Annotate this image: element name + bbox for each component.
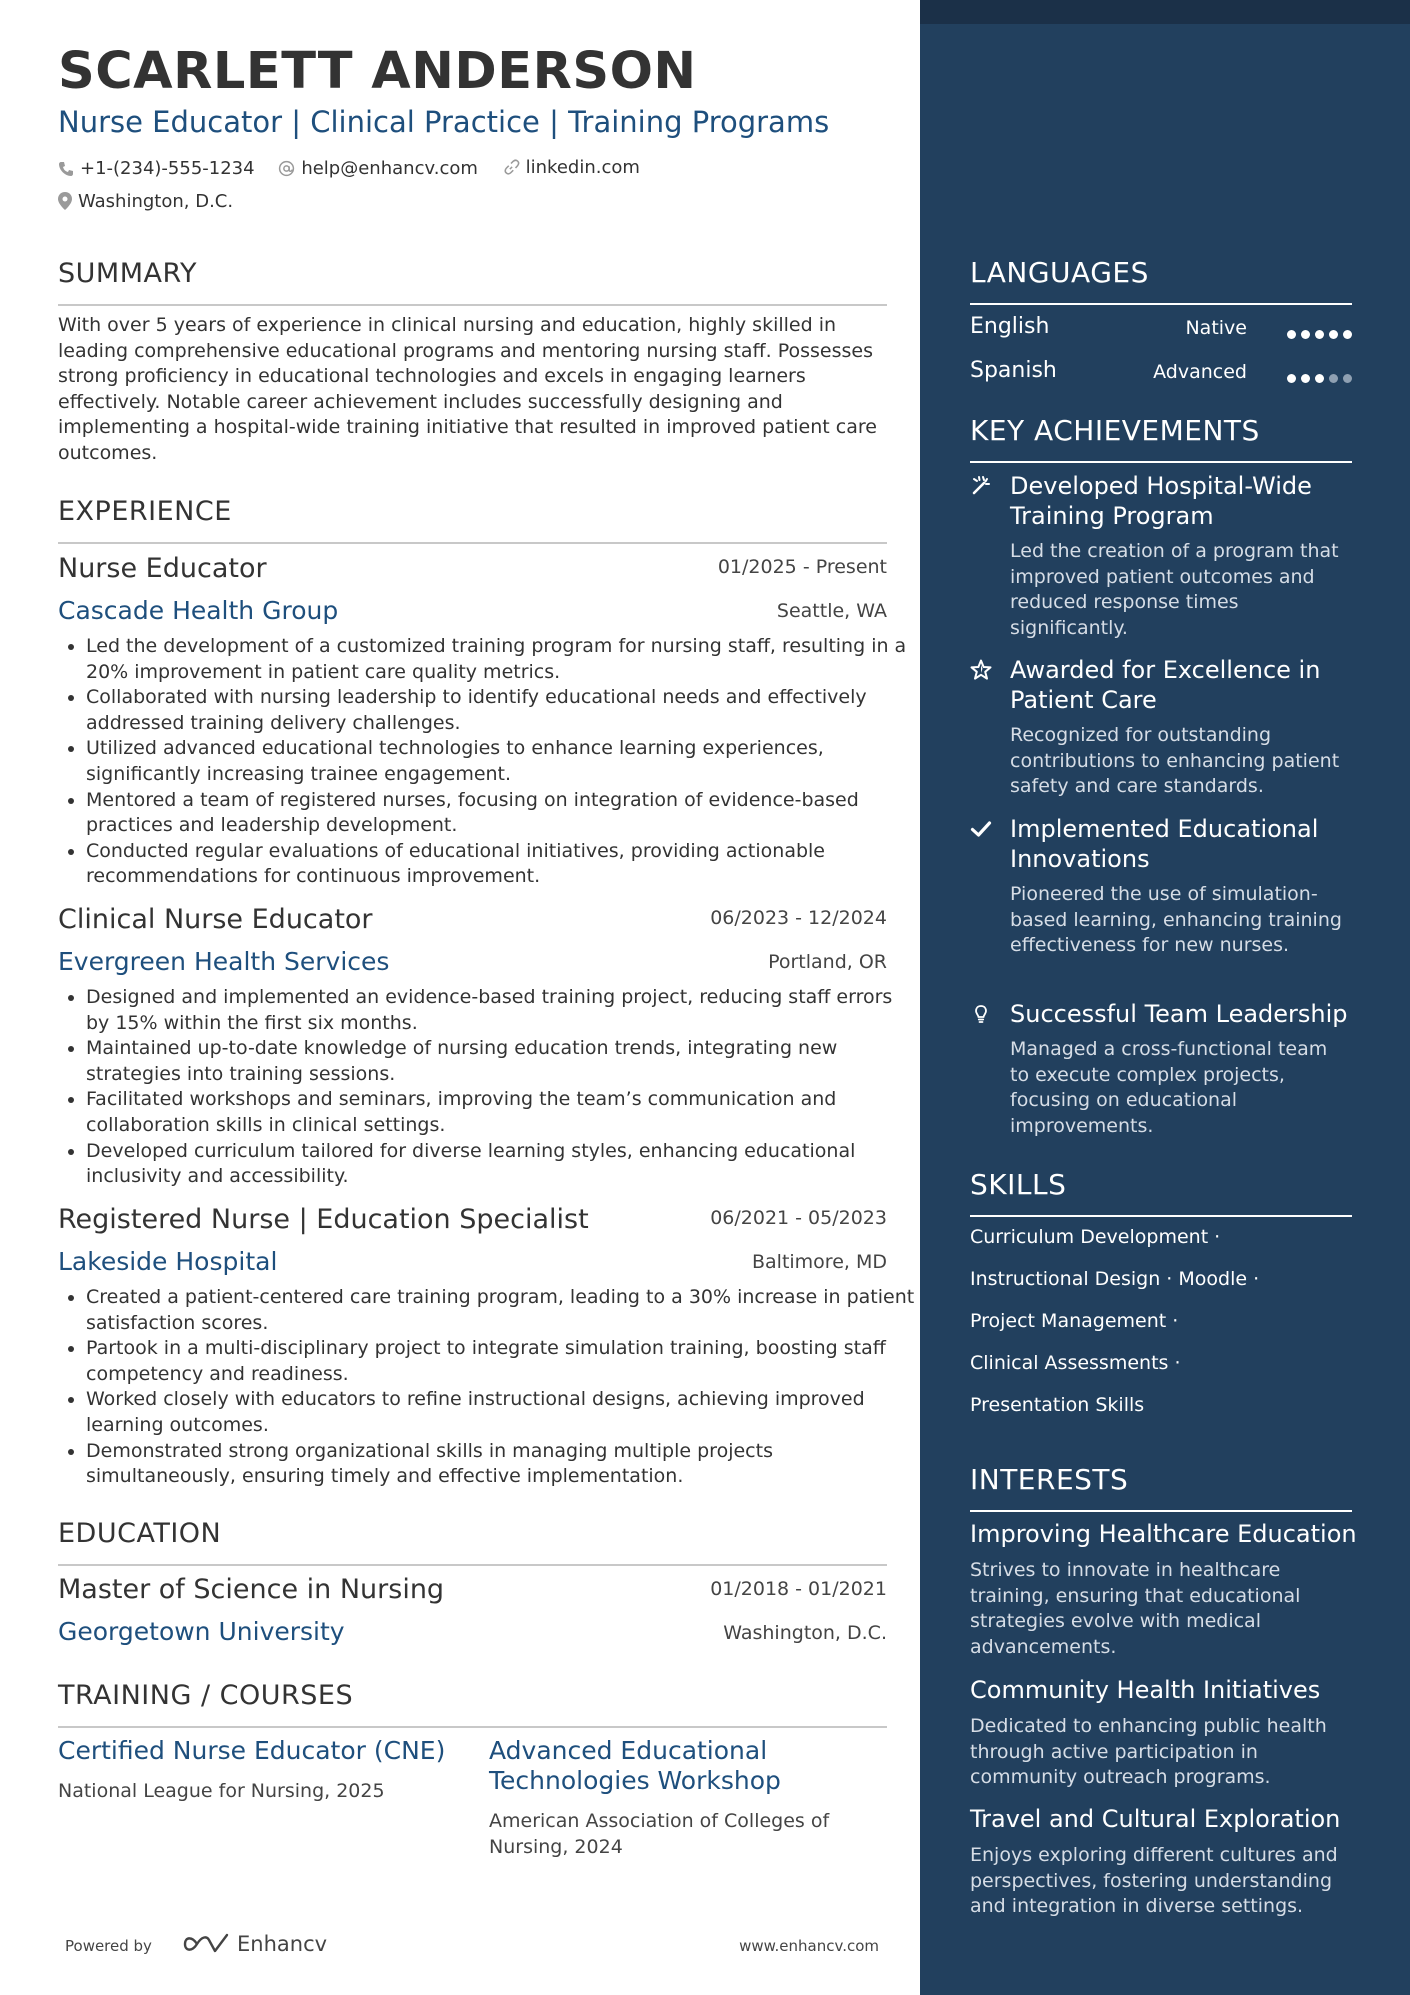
- email-contact[interactable]: [278, 158, 478, 179]
- education-heading: EDUCATION: [58, 1518, 222, 1549]
- contact-info: [58, 157, 658, 215]
- skills-heading: SKILLS: [970, 1168, 1067, 1201]
- degree-title: Master of Science in Nursing: [58, 1574, 445, 1605]
- education-dates: 01/2018 - 01/2021: [710, 1578, 887, 1600]
- training-heading: TRAINING / COURSES: [58, 1680, 354, 1711]
- enhancv-brand-text: Enhancv: [237, 1932, 328, 1956]
- language-level: Advanced: [1153, 361, 1247, 383]
- sidebar-top-band: [920, 0, 1410, 24]
- lightbulb-icon: [970, 1003, 992, 1025]
- job-company: Evergreen Health Services: [58, 947, 390, 976]
- job-bullet: • Mentored a team of registered nurses, focusing on integration of evidence-based practices and leadership development.: [86, 788, 915, 839]
- job-bullets: [58, 985, 915, 1190]
- interest-desc: Strives to innovate in healthcare training, ensuring that educational strategies evolve with medical advancements.: [970, 1559, 1301, 1658]
- job-bullet: • Utilized advanced educational technologies to enhance learning experiences, significantly increasing trainee engagement.: [86, 736, 915, 787]
- job-bullet: • Collaborated with nursing leadership to identify educational needs and effectively addressed training delivery challenges.: [86, 685, 915, 736]
- school-location: Washington, D.C.: [723, 1622, 887, 1644]
- skill-row: Clinical Assessments ·: [970, 1352, 1181, 1374]
- dot: [1301, 330, 1310, 339]
- skill-row: Instructional Design · Moodle ·: [970, 1268, 1260, 1290]
- achievement-title: Implemented Educational Innovations: [1010, 815, 1319, 873]
- job-bullet: • Created a patient-centered care training program, leading to a 30% increase in patient satisfaction scores.: [86, 1285, 915, 1336]
- job-bullet: • Conducted regular evaluations of educational initiatives, providing actionable recommendations for continuous improvement.: [86, 839, 915, 890]
- job-bullets: [58, 634, 915, 890]
- interest-desc: Enjoys exploring different cultures and perspectives, fostering understanding and integration in diverse settings.: [970, 1844, 1338, 1918]
- job-bullet: • Maintained up-to-date knowledge of nursing education trends, integrating new strategies into training sessions.: [86, 1036, 915, 1087]
- achievement-desc: Led the creation of a program that improved patient outcomes and reduced response times significantly.: [1010, 540, 1339, 639]
- language-name: Spanish: [970, 358, 1057, 383]
- skill-row: Project Management ·: [970, 1310, 1179, 1332]
- achievements-heading: KEY ACHIEVEMENTS: [970, 414, 1260, 447]
- language-item: [970, 314, 1352, 344]
- job-bullet: • Demonstrated strong organizational skills in managing multiple projects simultaneously, ensuring timely and effective implementation.: [86, 1439, 915, 1490]
- dot: [1343, 330, 1352, 339]
- language-proficiency-dots: [1282, 368, 1352, 378]
- email-text: help@enhancv.com: [301, 157, 478, 179]
- achievement-title: Developed Hospital-Wide Training Program: [1010, 472, 1312, 530]
- job-bullet: • Led the development of a customized training program for nursing staff, resulting in a 20% improvement in patient care quality metrics.: [86, 634, 915, 685]
- candidate-name: SCARLETT ANDERSON: [58, 42, 697, 101]
- job-company: Lakeside Hospital: [58, 1247, 278, 1276]
- education-divider: [58, 1564, 887, 1566]
- dot: [1315, 330, 1324, 339]
- job-bullets: [58, 1285, 915, 1490]
- job-bullet: • Designed and implemented an evidence-based training project, reducing staff errors by 15% within the first six months.: [86, 985, 915, 1036]
- job-dates: 06/2021 - 05/2023: [710, 1207, 887, 1229]
- interest-title: Travel and Cultural Exploration: [970, 1805, 1341, 1833]
- job-dates: 06/2023 - 12/2024: [710, 907, 887, 929]
- job-bullet: • Developed curriculum tailored for diverse learning styles, enhancing educational inclusivity and accessibility.: [86, 1139, 915, 1190]
- achievement-desc: Managed a cross-functional team to execute complex projects, focusing on educational improvements.: [1010, 1038, 1328, 1137]
- skill-item: Instructional Design: [970, 1268, 1161, 1290]
- skill-item: Project Management: [970, 1310, 1167, 1332]
- star-icon: [970, 659, 992, 681]
- candidate-title: Nurse Educator | Clinical Practice | Training Programs: [58, 105, 830, 139]
- sidebar: [920, 0, 1410, 1995]
- check-icon: [970, 818, 992, 840]
- achievement-desc: Pioneered the use of simulation-based learning, enhancing training effectiveness for new nurses.: [1010, 883, 1342, 957]
- skill-item: Clinical Assessments: [970, 1352, 1169, 1374]
- job-bullet: • Facilitated workshops and seminars, improving the team’s communication and collaboration skills in clinical settings.: [86, 1087, 915, 1138]
- skills-divider: [970, 1215, 1352, 1217]
- skill-row: [970, 1394, 1144, 1416]
- achievement-desc: Recognized for outstanding contributions to enhancing patient safety and care standards.: [1010, 724, 1340, 798]
- job-title: Nurse Educator: [58, 553, 267, 584]
- language-proficiency-dots: [1282, 324, 1352, 334]
- enhancv-logo[interactable]: [183, 1931, 327, 1957]
- skill-item: Moodle: [1178, 1268, 1248, 1290]
- achievement-title: Awarded for Excellence in Patient Care: [1010, 656, 1321, 714]
- location-text: Washington, D.C.: [78, 190, 234, 212]
- skill-item: Presentation Skills: [970, 1394, 1145, 1416]
- phone-text: +1-(234)-555-1234: [80, 158, 255, 179]
- experience-heading: EXPERIENCE: [58, 496, 232, 527]
- dot: [1329, 374, 1338, 383]
- job-company: Cascade Health Group: [58, 596, 339, 625]
- summary-divider: [58, 304, 887, 306]
- training-divider: [58, 1726, 887, 1728]
- course-provider: National League for Nursing, 2025: [58, 1780, 385, 1802]
- job-title: Clinical Nurse Educator: [58, 904, 373, 935]
- language-name: English: [970, 314, 1050, 339]
- dot: [1287, 330, 1296, 339]
- powered-by-label: Powered by: [65, 1937, 152, 1955]
- languages-divider: [970, 303, 1352, 305]
- course-title: Advanced Educational Technologies Workshop: [489, 1736, 781, 1795]
- interests-divider: [970, 1510, 1352, 1512]
- job-bullet: • Partook in a multi-disciplinary project to integrate simulation training, boosting staff competency and readiness.: [86, 1336, 915, 1387]
- linkedin-contact[interactable]: [502, 157, 640, 178]
- language-item: [970, 358, 1352, 388]
- job-location: Portland, OR: [768, 951, 887, 973]
- job-bullet: • Worked closely with educators to refine instructional designs, achieving improved learning outcomes.: [86, 1387, 915, 1438]
- course-provider: American Association of Colleges of Nursing, 2024: [489, 1810, 830, 1858]
- dot: [1287, 374, 1296, 383]
- phone-contact[interactable]: [58, 158, 255, 179]
- achievements-divider: [970, 461, 1352, 463]
- job-title: Registered Nurse | Education Specialist: [58, 1204, 589, 1235]
- experience-divider: [58, 542, 887, 544]
- interest-title: Community Health Initiatives: [970, 1676, 1321, 1704]
- school-name: Georgetown University: [58, 1617, 345, 1646]
- dot: [1329, 330, 1338, 339]
- interest-title: Improving Healthcare Education: [970, 1520, 1357, 1548]
- summary-heading: SUMMARY: [58, 258, 197, 289]
- course-title: Certified Nurse Educator (CNE): [58, 1736, 446, 1765]
- achievement-title: Successful Team Leadership: [1010, 1000, 1348, 1028]
- enhancv-logo-icon: [183, 1931, 231, 1957]
- location-pin-icon: [58, 192, 72, 210]
- interest-desc: Dedicated to enhancing public health through active participation in community outreach programs.: [970, 1715, 1327, 1789]
- dot: [1315, 374, 1324, 383]
- job-location: Seattle, WA: [776, 600, 887, 622]
- job-location: Baltimore, MD: [751, 1251, 887, 1273]
- interests-heading: INTERESTS: [970, 1463, 1129, 1496]
- language-level: Native: [1185, 317, 1247, 339]
- dot: [1301, 374, 1310, 383]
- link-icon: [502, 159, 520, 177]
- summary-text: With over 5 years of experience in clinical nursing and education, highly skilled in leading comprehensive educational programs and mentoring nursing staff. Possesses strong proficiency in educational technologies and excels in engaging learners effectively. Notable career achievement includes successfully designing and implementing a hospital-wide training initiative that resulted in improved patient care outcomes.: [58, 314, 877, 464]
- at-icon: [278, 160, 295, 177]
- languages-heading: LANGUAGES: [970, 256, 1149, 289]
- magic-wand-icon: [970, 475, 992, 497]
- location-contact: [58, 191, 233, 212]
- skill-row: Curriculum Development ·: [970, 1226, 1221, 1248]
- enhancv-url[interactable]: www.enhancv.com: [739, 1937, 879, 1955]
- dot: [1343, 374, 1352, 383]
- skill-item: Curriculum Development: [970, 1226, 1209, 1248]
- linkedin-text: linkedin.com: [525, 157, 640, 178]
- job-dates: 01/2025 - Present: [717, 556, 887, 578]
- phone-icon: [58, 161, 74, 177]
